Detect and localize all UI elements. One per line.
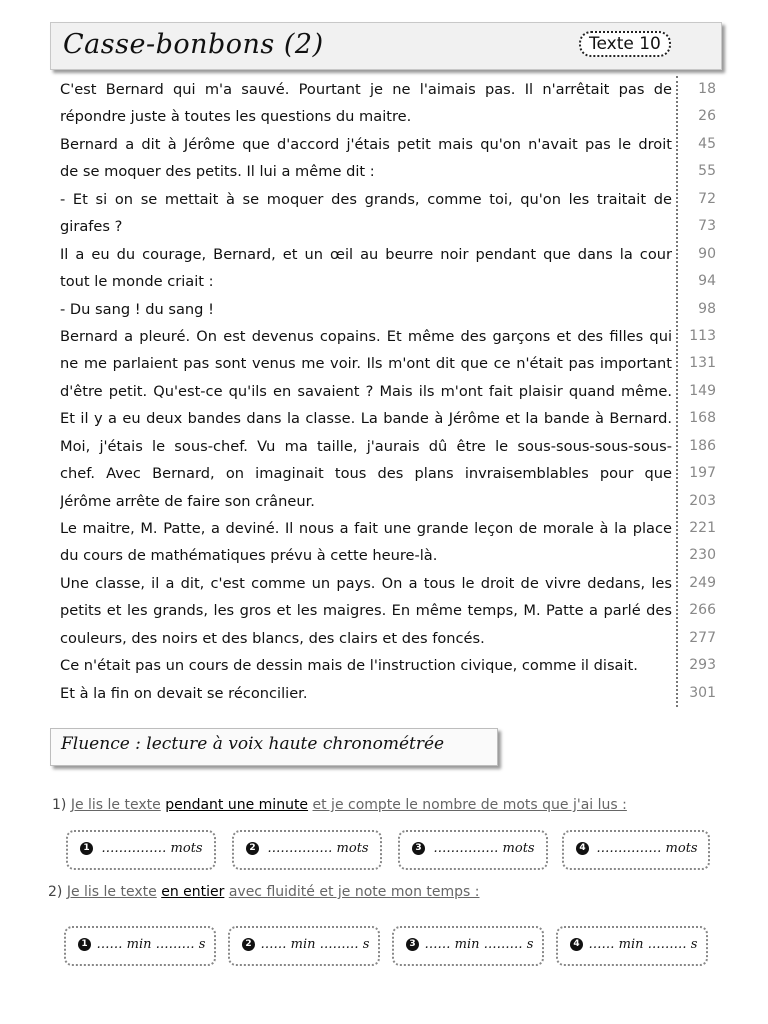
word-count: 266: [689, 602, 716, 619]
text-line: Et il y a eu deux bandes dans la classe. La bande à Jérôme et la bande à Bernard.: [60, 410, 672, 428]
word-count: 98: [698, 300, 716, 317]
word-count: 94: [698, 273, 716, 290]
instruction-2: [48, 884, 479, 900]
bullet-4-icon: 4: [576, 842, 589, 855]
text-line: d'être petit. Qu'est-ce qu'ils en savaient ? Mais ils m'ont fait plaisir quand même.: [60, 382, 672, 400]
words-box-2[interactable]: [232, 830, 382, 870]
word-count: 293: [689, 657, 716, 674]
text-line: Bernard a dit à Jérôme que d'accord j'étais petit mais qu'on n'avait pas le droit: [60, 135, 672, 153]
text-line: Bernard a pleuré. On est devenus copains. Et même des garçons et des filles qui: [60, 327, 672, 345]
time-box-4[interactable]: [556, 926, 708, 966]
bullet-2-icon: 2: [242, 938, 255, 951]
word-count: 249: [689, 574, 716, 591]
text-line: petits et les grands, les gros et les maigres. En même temps, M. Patte a parlé des: [60, 602, 672, 620]
word-count: 230: [689, 547, 716, 564]
time-box-3[interactable]: [392, 926, 544, 966]
word-count: 26: [698, 108, 716, 125]
text-line: girafes ?: [60, 218, 123, 236]
word-count: 55: [698, 163, 716, 180]
text-line: Jérôme arrête de faire son crâneur.: [60, 492, 315, 510]
bullet-4-icon: 4: [570, 938, 583, 951]
text-line: Et à la fin on devait se réconcilier.: [60, 684, 308, 702]
word-count: 90: [698, 245, 716, 262]
word-count: 197: [689, 465, 716, 482]
bullet-1-icon: 1: [78, 938, 91, 951]
instruction-1-number: 1): [52, 797, 67, 813]
bullet-3-icon: 3: [406, 938, 419, 951]
word-count: 221: [689, 520, 716, 536]
word-count: 168: [689, 410, 716, 427]
bullet-1-icon: 1: [80, 842, 93, 855]
word-count: 186: [689, 437, 716, 454]
word-count-column: [676, 76, 720, 707]
time-box-1[interactable]: [64, 926, 216, 966]
word-count: 203: [689, 492, 716, 509]
fluence-section-title: [50, 728, 498, 766]
words-box-1[interactable]: [66, 830, 216, 870]
bullet-2-icon: 2: [246, 842, 259, 855]
words-box-4-text: …………… mots: [596, 841, 698, 856]
instruction-2-pre: Je lis le texte: [66, 884, 157, 900]
text-line: du cours de mathématiques prévu à cette heure-là.: [60, 547, 438, 565]
text-line: C'est Bernard qui m'a sauvé. Pourtant je ne l'aimais pas. Il n'arrêtait pas de: [60, 81, 672, 98]
word-count: 301: [689, 684, 716, 701]
text-line: ne me parlaient pas sont venus me voir. Ils m'ont dit que ce n'était pas important: [60, 355, 672, 373]
text-line: Il a eu du courage, Bernard, et un œil au beurre noir pendant que dans la cour: [60, 245, 672, 263]
text-line: - Du sang ! du sang !: [60, 300, 214, 318]
time-box-2-text: …… min ……… s: [260, 937, 370, 952]
text-line: couleurs, des noirs et des blancs, des clairs et des foncés.: [60, 629, 485, 647]
text-line: Ce n'était pas un cours de dessin mais de l'instruction civique, comme il disait.: [60, 657, 638, 675]
word-count: 72: [698, 190, 716, 207]
instruction-2-emphasis: en entier: [161, 884, 225, 900]
word-count: 113: [689, 327, 716, 344]
reading-text: [60, 76, 672, 707]
text-line: Le maitre, M. Patte, a deviné. Il nous a fait une grande leçon de morale à la place: [60, 520, 672, 537]
word-count: 149: [689, 382, 716, 399]
instruction-2-number: 2): [48, 884, 63, 900]
instruction-1: [52, 797, 627, 813]
word-count: 45: [698, 135, 716, 152]
title-bar: [50, 22, 722, 70]
instruction-2-post: avec fluidité et je note mon temps :: [228, 884, 480, 900]
words-box-3[interactable]: [398, 830, 548, 870]
text-line: répondre juste à toutes les questions du maitre.: [60, 108, 412, 126]
text-line: Une classe, il a dit, c'est comme un pays. On a tous le droit de vivre dedans, les: [60, 574, 672, 592]
time-box-1-text: …… min ……… s: [96, 937, 206, 952]
text-line: chef. Avec Bernard, on imaginait tous des plans invraisemblables pour que: [60, 465, 672, 483]
words-box-3-text: …………… mots: [433, 841, 535, 856]
fluence-title: Fluence : lecture à voix haute chronométrée: [61, 734, 445, 754]
time-box-2[interactable]: [228, 926, 380, 966]
time-box-3-text: …… min ……… s: [424, 937, 534, 952]
text-line: - Et si on se mettait à se moquer des grands, comme toi, qu'on les traitait de: [60, 190, 672, 208]
text-line: Moi, j'étais le sous-chef. Vu ma taille, j'aurais dû être le sous-sous-sous-sous-: [60, 437, 672, 455]
text-line: tout le monde criait :: [60, 273, 214, 291]
instruction-1-pre: Je lis le texte: [70, 797, 161, 813]
words-box-2-text: …………… mots: [267, 841, 369, 856]
words-box-1-text: …………… mots: [101, 841, 203, 856]
text-number-badge: Texte 10: [579, 31, 671, 57]
page-title: Casse-bonbons (2): [63, 29, 324, 60]
bullet-3-icon: 3: [412, 842, 425, 855]
word-count: 131: [689, 355, 716, 372]
word-count: 73: [698, 218, 716, 235]
text-line: de se moquer des petits. Il lui a même dit :: [60, 163, 375, 181]
word-count: 18: [698, 81, 716, 97]
words-box-4[interactable]: [562, 830, 710, 870]
instruction-1-post: et je compte le nombre de mots que j'ai lus :: [312, 797, 627, 813]
time-box-4-text: …… min ……… s: [588, 937, 698, 952]
instruction-1-emphasis: pendant une minute: [165, 797, 309, 813]
word-count: 277: [689, 629, 716, 646]
